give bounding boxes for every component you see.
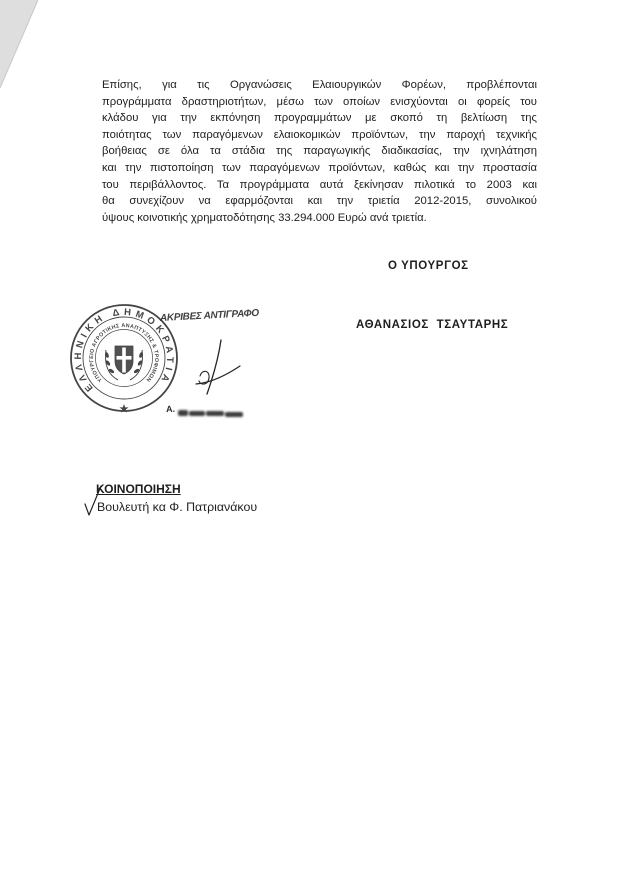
paragraph-line: και την πιστοποίηση των παραγόμενων προϊόντων, καθώς και την προστασία <box>102 161 537 174</box>
paragraph-line: θα συνεχίζουν να εφαρμόζονται και την τριετία 2012-2015, συνολικού <box>102 195 537 208</box>
paragraph-line: Επίσης, για τις Οργανώσεις Ελαιουργικών Φορέων, προβλέπονται <box>102 79 537 91</box>
notification-heading: ΚΟΙΝΟΠΟΙΗΣΗ <box>96 482 181 496</box>
paragraph-line: του περιβάλλοντος. Τα προγράμματα αυτά ξεκίνησαν πιλοτικά το 2003 και <box>102 178 537 191</box>
seal-outer-text: ΕΛΛΗΝΙΚΗ ΔΗΜΟΚΡΑΤΙΑ <box>72 306 176 394</box>
body-paragraph <box>102 77 537 226</box>
greek-coat-of-arms-icon <box>104 346 143 380</box>
paragraph-line: βοήθειας σε όλα τα στάδια της παραγωγικής διαδικασίας, την ιχνηλάτηση <box>102 145 537 158</box>
notification-recipient: Βουλευτή κα Φ. Πατριανάκου <box>97 500 258 514</box>
seal-inner-text: ΥΠΟΥΡΓΕΙΟ ΑΓΡΟΤΙΚΗΣ ΑΝΑΠΤΥΞΗΣ & ΤΡΟΦΙΜΩΝ <box>88 322 160 383</box>
certifier-initial: Α. <box>165 403 176 415</box>
certified-copy-stamp: ΑΚΡΙΒΕΣ ΑΝΤΙΓΡΑΦΟ <box>159 307 260 324</box>
signatory-title: Ο ΥΠΟΥΡΓΟΣ <box>388 260 469 272</box>
folded-corner <box>0 0 40 90</box>
paragraph-line: προγράμματα δραστηριοτήτων, μέσω των οποίων ενισχύονται οι φορείς του <box>102 95 537 108</box>
signatory-name: ΑΘΑΝΑΣΙΟΣ ΤΣΑΥΤΑΡΗΣ <box>356 319 509 331</box>
paragraph-line: ποιότητας των παραγόμενων ελαιοκομικών προϊόντων, την παροχή τεχνικής <box>102 128 537 141</box>
handwritten-signature <box>190 334 250 400</box>
certifier-name-stamp <box>176 402 248 422</box>
paragraph-line: ύψους κοινοτικής χρηματοδότησης 33.294.000 Ευρώ ανά τριετία. <box>102 211 427 224</box>
paragraph-line: κλάδου για την εκπόνηση προγραμμάτων με σκοπό τη βελτίωση της <box>102 112 537 125</box>
